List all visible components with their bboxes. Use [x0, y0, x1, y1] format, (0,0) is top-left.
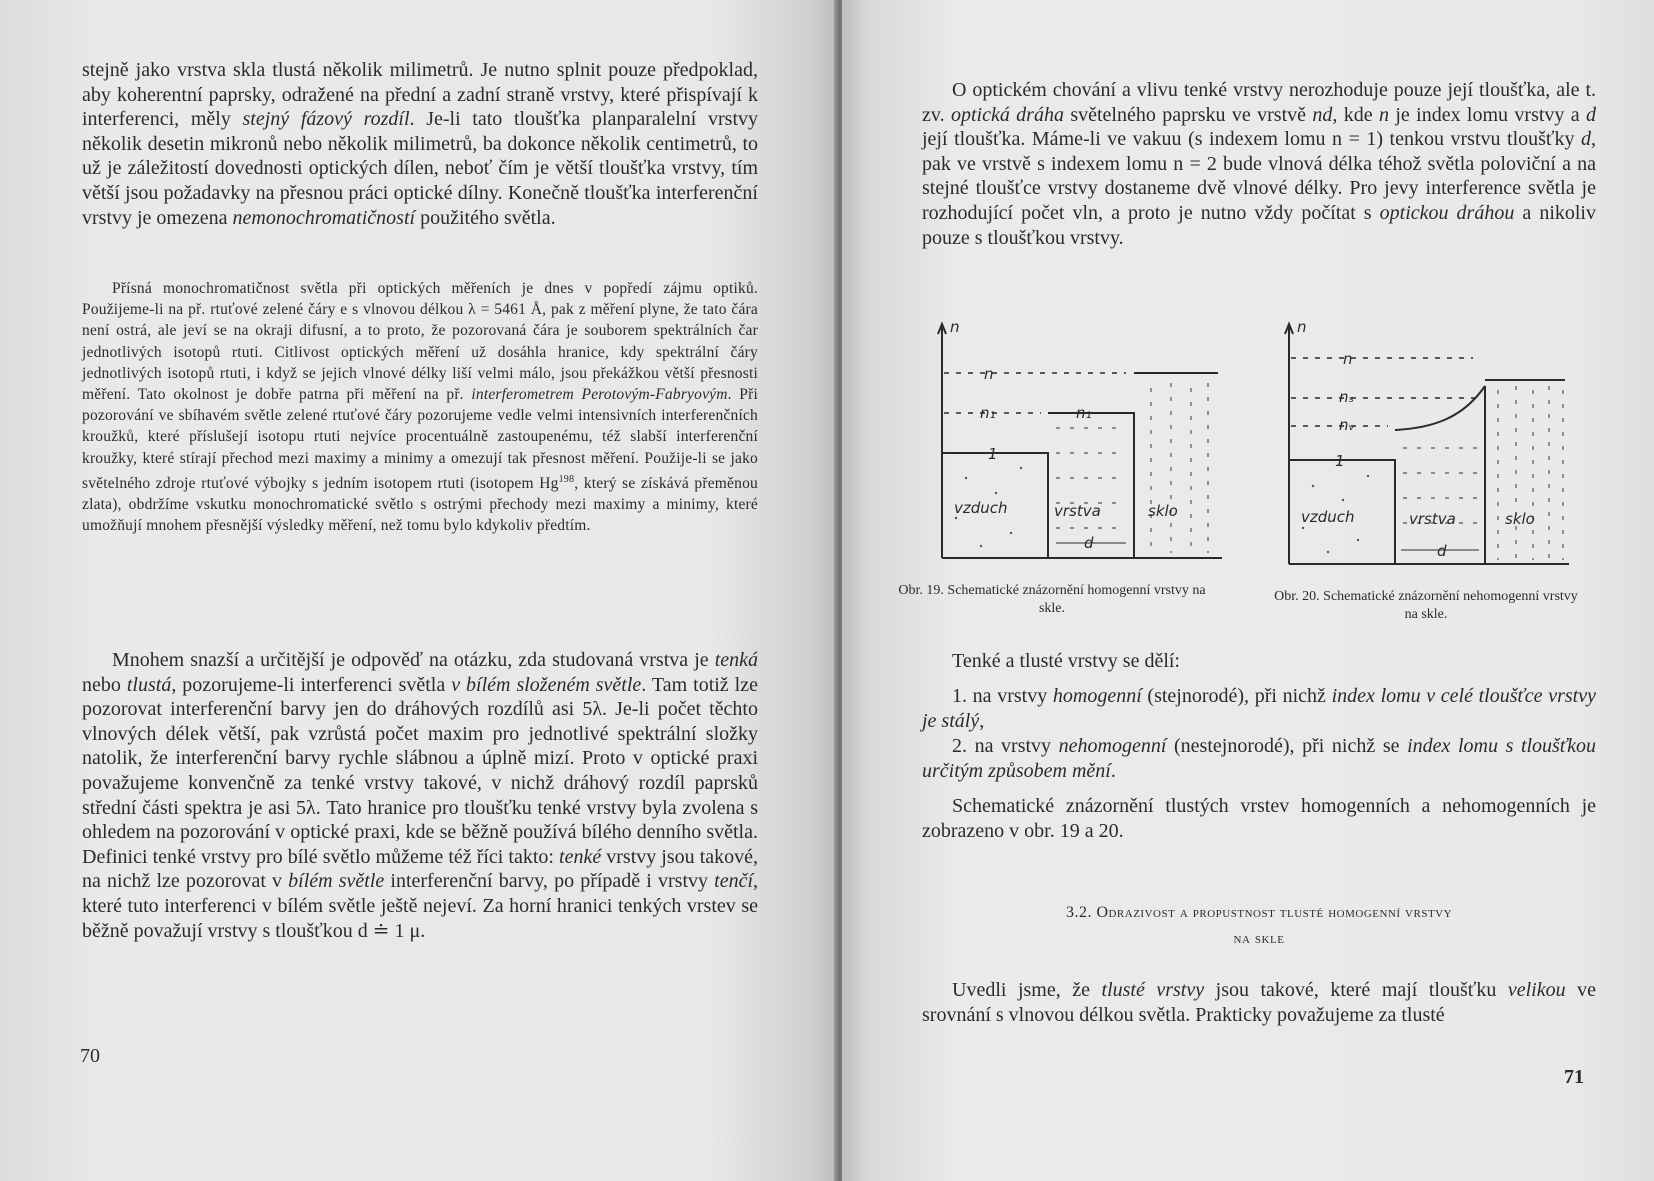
text-run: nebo — [82, 673, 127, 696]
italic-run: tenčí — [714, 870, 754, 893]
text-run: , pozorujeme-li interferenci světla — [171, 673, 452, 696]
superscript: 198 — [558, 473, 575, 485]
figure-19 — [936, 318, 1226, 568]
level-label-1: 1 — [988, 445, 998, 463]
text-run: vrstvy jsou takové, na nichž lze pozorovat v — [82, 845, 759, 893]
text-run: , který se získává přeměnou zlata), obdržíme vskutku monochromatické světlo s ostrými přechody mezi maximy a minimy, které umožňují mnohem přesnější výsledky měření, než tomu bylo kdykoliv předtím. — [82, 474, 758, 535]
italic-run: nehomogenní — [1058, 735, 1167, 757]
page-number-left: 70 — [80, 1045, 100, 1067]
text-run: , které tuto interferenci v bílém světle ještě nejeví. Za horní hranici tenkých vrstev se běžně považují vrstvy s tloušťkou d ≐ 1 μ. — [82, 870, 759, 942]
italic-run: v bílém složeném světle — [451, 673, 642, 696]
text-run: (nestejnorodé), při nichž se — [1166, 735, 1408, 757]
italic-run: tlustá — [126, 673, 172, 696]
italic-run: index lomu v celé tloušťce vrstvy je stálý — [922, 685, 1596, 732]
text-run: (stejnorodé), při nichž — [1141, 685, 1332, 707]
text-run: ve srovnání s vlnovou délkou světla. Prakticky považujeme za tlusté — [922, 979, 1596, 1026]
section-heading-line-1: 3.2. Odrazivost a propustnost tlusté homogenní vrstvy — [1065, 904, 1453, 921]
label-layer: vrstva — [1409, 510, 1456, 528]
italic-run: d — [1581, 128, 1591, 151]
axis-label-n: n — [950, 318, 960, 336]
label-glass: sklo — [1505, 510, 1535, 528]
italic-run: index lomu s tloušťkou určitým způsobem mění — [922, 735, 1596, 782]
italic-run: nemonochromatičností — [232, 206, 416, 229]
text-run: , pak ve vrstvě s indexem lomu n = 2 bude vlnová délka téhož světla poloviční a na stejné tloušťce vrstvy dostaneme dvě vlnové délky. Pro jevy interference světla je rozhodující počet vln, a proto je nutno vždy počítat s — [922, 128, 1596, 224]
level-label-ns: nₛ — [1339, 388, 1355, 406]
level-label-n: n — [1343, 350, 1353, 368]
figure-19-caption: Obr. 19. Schematické znázornění homogenní vrstvy na skle. — [898, 583, 1206, 616]
label-d: d — [1084, 534, 1094, 552]
text-run: a nikoliv pouze s tloušťkou vrstvy. — [922, 201, 1596, 249]
text-run: jsou takové, které mají tloušťku — [1204, 979, 1508, 1001]
text-run: stejně jako vrstva skla tlustá několik milimetrů. Je nutno splnit pouze předpoklad, aby koherentní paprsky, odražené na přední a zadní straně vrstvy, které přispívají k interferenci, měly — [82, 59, 758, 131]
text-run: 2. na vrstvy — [952, 735, 1059, 757]
label-d: d — [1437, 542, 1447, 560]
text-run: , kde — [1332, 103, 1379, 126]
figure-20-caption: Obr. 20. Schematické znázornění nehomogenní vrstvy na skle. — [1274, 589, 1578, 622]
text-run: Uvedli jsme, že — [952, 979, 1102, 1001]
italic-run: tenká — [714, 649, 758, 671]
italic-run: stejný fázový rozdíl — [242, 108, 410, 131]
gradient-curve — [1395, 386, 1485, 430]
figure-19-diagram — [936, 318, 1226, 568]
axis-label-n: n — [1297, 318, 1307, 336]
text-run: . Při pozorování ve sbíhavém světle zelené rtuťové čáry pozorujeme vedle velmi intensivních interferenčních kroužků, které příslušejí isotopu rtuti nejvíce procentuálně zastoupenému, též slabší interferenční kroužky, které stírají přechod mezi maximy a minimy a omezují tak přesnost měření. Použije-li se jako světelného zdroje rtuťové výbojky s jedním isotopem rtuti (isotopem Hg — [82, 386, 758, 492]
section-heading-line-2: na skle — [1233, 930, 1285, 947]
italic-run: d — [1586, 103, 1597, 126]
right-paragraph-1 — [922, 78, 1596, 250]
text-run: 1. na vrstvy — [952, 685, 1053, 707]
list-item-2 — [922, 734, 1596, 783]
level-label-nv: nᵥ — [1339, 416, 1355, 434]
level-label-n1: n₁ — [980, 404, 996, 422]
text-run: . Tam totiž lze pozorovat interferenční barvy jen do dráhových rozdílů asi 5λ. Je-li počet těchto vlnových délek větší, pak vzrůstá počet maxim pro jednotlivé spektrální složky natolik, že interferenční barvy rychle slábnou a úplně mizí. Proto v optické praxi považujeme konvenčně za tenké vrstvy takové, v nichž dráhový rozdíl paprsků střední části spektra je asi 5λ. Tato hranice pro tloušťku tenké vrstvy byla zvolena s ohledem na pozorování v optické praxi, kde se běžně používá bílého denního světla. Definici tenké vrstvy pro bílé světlo můžeme též říci takto: — [82, 673, 758, 868]
figure-20 — [1283, 318, 1573, 568]
italic-run: homogenní — [1052, 685, 1142, 707]
label-air: vzduch — [1301, 508, 1355, 526]
label-air: vzduch — [954, 499, 1008, 517]
italic-run: interferometrem Perotovým-Fabryovým — [471, 386, 728, 404]
section-heading — [902, 900, 1616, 952]
list-item-1 — [922, 684, 1596, 733]
label-layer: vrstva — [1054, 502, 1101, 520]
text-run: Přísná monochromatičnost světla při optických měřeních je dnes v popředí zájmu optiků. Použijeme-li na př. rtuťové zelené čáry e s vlnovou délkou λ = 5461 Å, pak z měření plyne, že tato čára není ostrá, ale jeví se na okraji difusní, a to proto, že pozorovaná čára je souborem spektrálních čar jednotlivých isotopů rtuti. Citlivost optických měření už dosáhla hranice, kdy spektrální čáry jednotlivých isotopů rtuti, i když se jejich vlnové délky liší velmi málo, jsou překážkou větší přesnosti měření. Tato okolnost je dobře patrna při měření na př. — [82, 280, 758, 404]
right-paragraph-2: Schematické znázornění tlustých vrstev homogenních a nehomogenních je zobrazeno v obr. 19 a 20. — [922, 795, 1596, 842]
list-intro: Tenké a tlusté vrstvy se dělí: — [952, 650, 1180, 672]
text-run: . — [1110, 759, 1116, 782]
italic-run: tenké — [559, 845, 602, 868]
figure-20-diagram — [1283, 318, 1573, 568]
italic-run: bílém světle — [288, 870, 385, 893]
italic-run: nd — [1312, 103, 1333, 126]
right-paragraph-3 — [922, 978, 1596, 1027]
text-run: světelného paprsku ve vrstvě — [1063, 103, 1313, 126]
left-paragraph-2 — [82, 648, 758, 943]
right-page — [842, 0, 1654, 1181]
text-run: , — [979, 709, 985, 732]
italic-run: optická dráha — [950, 103, 1064, 126]
level-label-1: 1 — [1335, 452, 1345, 470]
text-run: O optickém chování a vlivu tenké vrstvy nerozhoduje pouze její tloušťka, ale t. zv. — [922, 79, 1596, 126]
left-paragraph-1 — [82, 58, 758, 230]
text-run: je index lomu vrstvy a — [1388, 103, 1587, 126]
text-run: . Je-li tato tloušťka planparalelní vrstvy několik desetin mikronů nebo několik milimetrů, ba dokonce několik centimetrů, to už je záležitostí dovednosti optických dílen, neboť čím je větší tloušťka vrstvy, tím větší jsou požadavky na přesnou práci optické dílny. Konečně tloušťka interferenční vrstvy je omezena — [82, 108, 759, 229]
page-number-right: 71 — [1564, 1066, 1584, 1088]
text-run: její tloušťka. Máme-li ve vakuu (s indexem lomu n = 1) tenkou vrstvu tloušťky — [922, 128, 1581, 151]
level-label-n: n — [984, 365, 994, 383]
italic-run: n — [1378, 103, 1389, 126]
italic-run: velikou — [1507, 979, 1566, 1001]
layer-label-n1: n₁ — [1076, 404, 1092, 422]
text-run: interferenční barvy, po případě i vrstvy — [384, 870, 715, 893]
text-run: Mnohem snazší a určitější je odpověď na otázku, zda studovaná vrstva je — [112, 649, 715, 671]
label-glass: sklo — [1148, 502, 1178, 520]
italic-run: optickou dráhou — [1379, 201, 1515, 224]
text-run: použitého světla. — [415, 206, 556, 229]
left-note-paragraph — [82, 278, 758, 537]
italic-run: tlusté vrstvy — [1101, 979, 1205, 1001]
